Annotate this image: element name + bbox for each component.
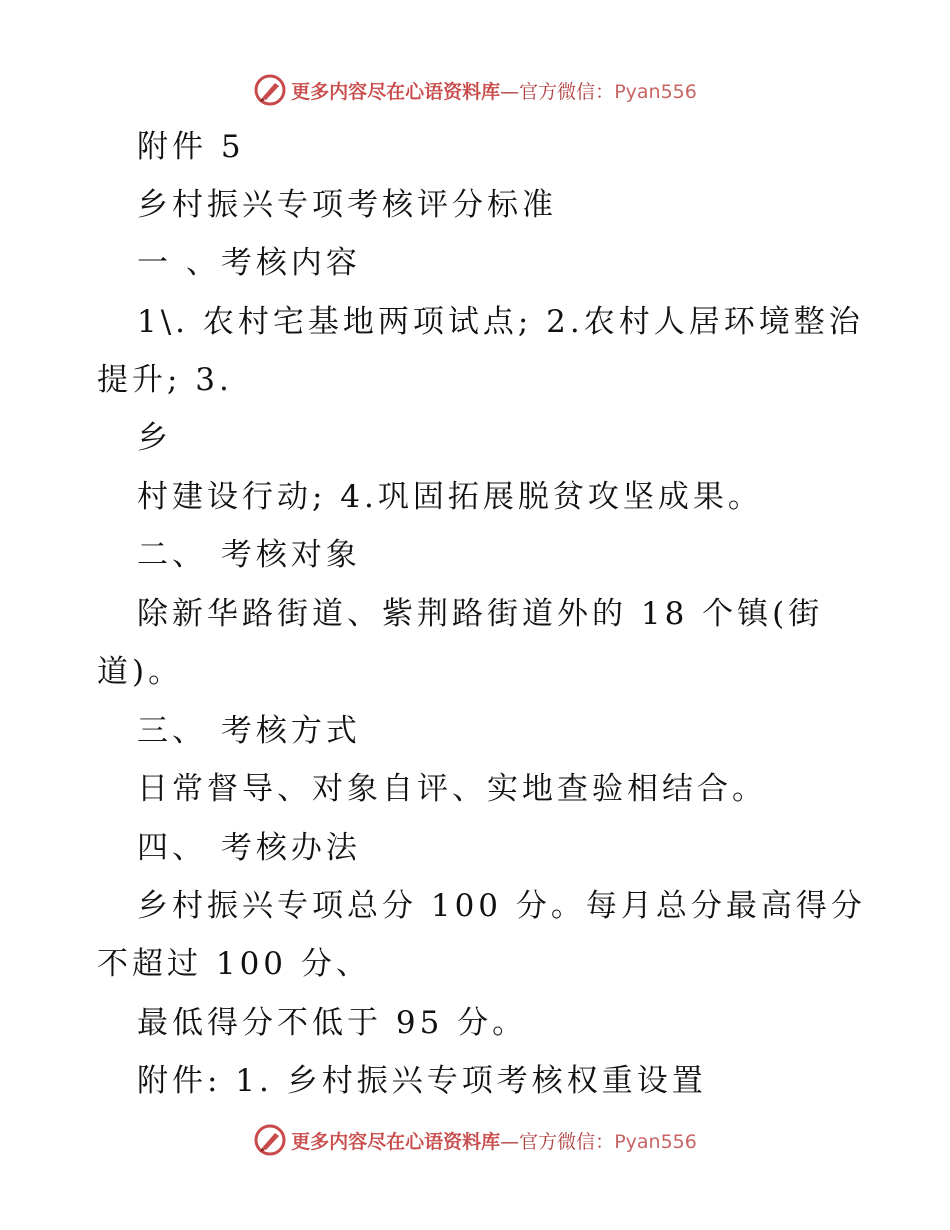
section-heading-method: 三、 考核方式 [137, 713, 361, 749]
watermark-main: 更多内容尽在心语资料库 [291, 1130, 501, 1153]
paragraph-line: 乡 [137, 420, 172, 456]
paragraph-line: 道)。 [97, 654, 184, 690]
paragraph-line: 日常督导、对象自评、实地查验相结合。 [137, 771, 767, 807]
paragraph-line: 除新华路街道、紫荆路街道外的 18 个镇(街 [137, 596, 824, 632]
watermark-main: 更多内容尽在心语资料库 [291, 80, 501, 103]
paragraph-line: 提升; 3. [97, 362, 233, 398]
section-heading-rules: 四、 考核办法 [137, 830, 361, 866]
attachment-number: 附件 5 [137, 129, 245, 165]
footer-watermark-banner [0, 1120, 950, 1160]
paragraph-line: 乡村振兴专项总分 100 分。每月总分最高得分 [137, 888, 866, 924]
pen-logo-icon [253, 73, 287, 107]
paragraph-line: 不超过 100 分、 [97, 946, 371, 982]
attachment-reference: 附件: 1. 乡村振兴专项考核权重设置 [137, 1063, 707, 1099]
section-heading-target: 二、 考核对象 [137, 537, 361, 573]
paragraph-line: 最低得分不低于 95 分。 [137, 1005, 528, 1041]
paragraph-line: 村建设行动; 4.巩固拓展脱贫攻坚成果。 [137, 479, 763, 515]
section-heading-content: 一 、考核内容 [137, 245, 361, 281]
paragraph-line: 1\. 农村宅基地两项试点; 2.农村人居环境整治 [137, 304, 864, 340]
pen-logo-icon [253, 1123, 287, 1157]
watermark-text [291, 1127, 697, 1154]
watermark-rest: —官方微信： [500, 80, 615, 103]
watermark-rest: —官方微信： [500, 1130, 615, 1153]
watermark-text [291, 77, 697, 104]
watermark-wechat-id: Pyan556 [614, 80, 697, 103]
document-title: 乡村振兴专项考核评分标准 [137, 187, 557, 223]
header-watermark-banner [0, 70, 950, 110]
watermark-wechat-id: Pyan556 [614, 1130, 697, 1153]
